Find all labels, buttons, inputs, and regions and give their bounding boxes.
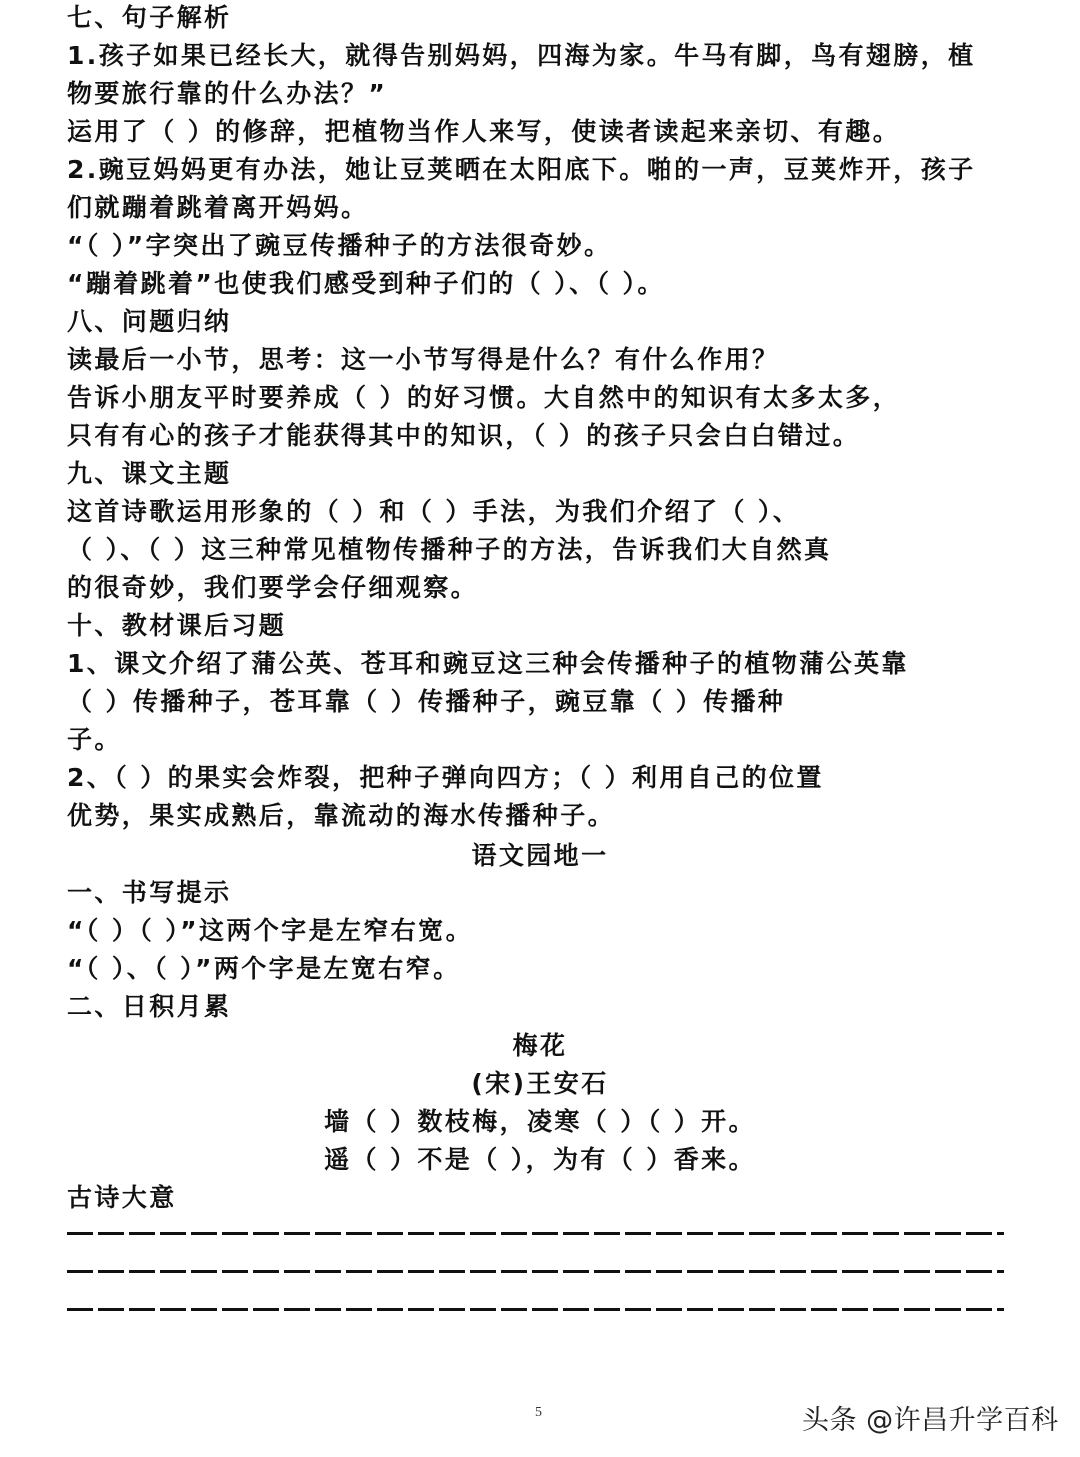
writing-tip-1: “（ ）（ ）”这两个字是左窄右宽。: [67, 916, 473, 945]
poem-title: 梅花: [512, 1031, 568, 1060]
question-2-fill-blank-2: “蹦着跳着”也使我们感受到种子们的（ ）、（ ）。: [67, 269, 665, 298]
poem-author: (宋)王安石: [471, 1069, 609, 1098]
question-2-line-1: 2.豌豆妈妈更有办法，她让豆荚晒在太阳底下。啪的一声，豆荚炸开，孩子: [67, 155, 976, 184]
exercise-1-line-2: （ ）传播种子，苍耳靠（ ）传播种子，豌豆靠（ ）传播种: [67, 687, 786, 716]
page-number: 5: [535, 1405, 542, 1420]
question-1-fill-blank: 运用了（ ）的修辞，把植物当作人来写，使读者读起来亲切、有趣。: [67, 117, 901, 146]
section-heading-sentence-analysis: 七、句子解析: [67, 3, 232, 32]
source-watermark: 头条 @许昌升学百科: [802, 1405, 1059, 1436]
question-1-line-2: 物要旅行靠的什么办法？”: [67, 79, 388, 108]
poem-line-2: 遥（ ）不是（ ），为有（ ）香来。: [324, 1145, 756, 1174]
answer-line-2: [67, 1270, 1004, 1273]
answer-line-1: [67, 1232, 1004, 1235]
section-heading-question-summary: 八、问题归纳: [67, 307, 232, 336]
section-heading-writing-tips: 一、书写提示: [67, 878, 232, 907]
summary-fill-blank-2: 只有有心的孩子才能获得其中的知识，（ ）的孩子只会白白错过。: [67, 421, 861, 450]
question-2-fill-blank-1: “（ ）”字突出了豌豆传播种子的方法很奇妙。: [67, 231, 612, 260]
summary-fill-blank-1: 告诉小朋友平时要养成（ ）的好习惯。大自然中的知识有太多太多，: [67, 383, 901, 412]
section-heading-exercises: 十、教材课后习题: [67, 611, 287, 640]
writing-tip-2: “（ ）、（ ）”两个字是左宽右窄。: [67, 954, 461, 983]
answer-line-3: [67, 1308, 1004, 1311]
section-heading-daily-accumulation: 二、日积月累: [67, 992, 232, 1021]
poem-meaning-label: 古诗大意: [67, 1183, 177, 1212]
question-2-line-2: 们就蹦着跳着离开妈妈。: [67, 193, 369, 222]
poem-line-1: 墙（ ）数枝梅，凌寒（ ）（ ）开。: [324, 1107, 756, 1136]
theme-line-3: 的很奇妙，我们要学会仔细观察。: [67, 573, 479, 602]
exercise-2-line-1: 2、（ ）的果实会炸裂，把种子弹向四方；（ ）利用自己的位置: [67, 763, 824, 792]
exercise-1-line-3: 子。: [67, 725, 122, 754]
exercise-1-line-1: 1、课文介绍了蒲公英、苍耳和豌豆这三种会传播种子的植物蒲公英靠: [67, 649, 909, 678]
summary-prompt: 读最后一小节，思考：这一小节写得是什么？有什么作用？: [67, 345, 780, 374]
section-heading-theme: 九、课文主题: [67, 459, 232, 488]
theme-line-1: 这首诗歌运用形象的（ ）和（ ）手法，为我们介绍了（ ）、: [67, 497, 801, 526]
question-1-line-1: 1.孩子如果已经长大，就得告别妈妈，四海为家。牛马有脚，鸟有翅膀，植: [67, 41, 976, 70]
exercise-2-line-2: 优势，果实成熟后，靠流动的海水传播种子。: [67, 801, 616, 830]
theme-line-2: （ ）、（ ）这三种常见植物传播种子的方法，告诉我们大自然真: [67, 535, 832, 564]
chapter-title: 语文园地一: [471, 841, 609, 870]
